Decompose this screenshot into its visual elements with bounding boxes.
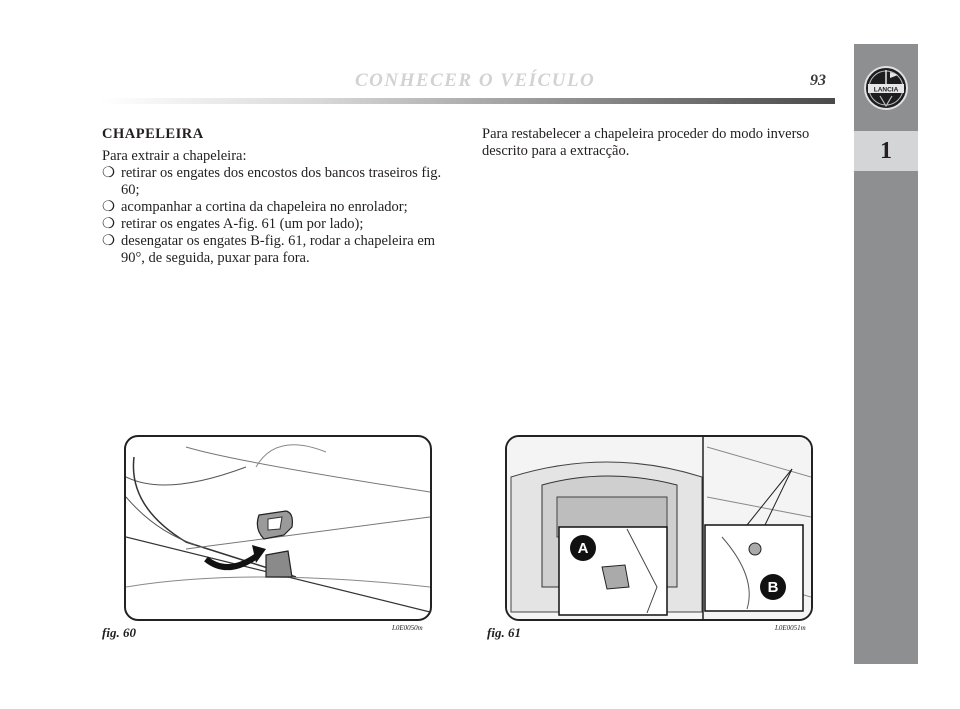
header-rule bbox=[100, 98, 835, 104]
lancia-logo-text: LANCIA bbox=[873, 86, 899, 94]
figure-61-code: L0E0051m bbox=[775, 624, 806, 632]
list-item: ❍ retirar os engates A-fig. 61 (um por lado); bbox=[102, 216, 364, 232]
running-header-title: CONHECER O VEÍCULO bbox=[355, 70, 596, 91]
page-number: 93 bbox=[810, 72, 826, 89]
list-item: ❍ acompanhar a cortina da chapeleira no enrolador; bbox=[102, 199, 408, 215]
label-a: A bbox=[577, 540, 589, 557]
section-heading: CHAPELEIRA bbox=[102, 126, 204, 142]
figure-61-caption: fig. 61 bbox=[487, 625, 521, 640]
intro-text: Para extrair a chapeleira: bbox=[102, 148, 247, 164]
right-paragraph: Para restabelecer a chapeleira proceder do modo inverso descrito para a extracção. bbox=[482, 126, 810, 159]
list-item: ❍ desengatar os engates B-fig. 61, rodar a chapeleira em 90°, de seguida, puxar para fora. bbox=[102, 233, 436, 266]
figure-60-code: L0E0050m bbox=[392, 624, 423, 632]
chapter-number: 1 bbox=[854, 131, 918, 171]
right-text-column bbox=[482, 126, 834, 160]
left-text-column bbox=[102, 126, 457, 267]
list-item: ❍ retirar os engates dos encostos dos bancos traseiros fig. 60; bbox=[102, 165, 442, 198]
figure-60-caption: fig. 60 bbox=[102, 625, 136, 640]
lancia-logo bbox=[854, 44, 918, 130]
figure-61-illustration bbox=[505, 435, 813, 621]
label-b: B bbox=[767, 579, 779, 596]
figure-60-illustration bbox=[124, 435, 432, 621]
